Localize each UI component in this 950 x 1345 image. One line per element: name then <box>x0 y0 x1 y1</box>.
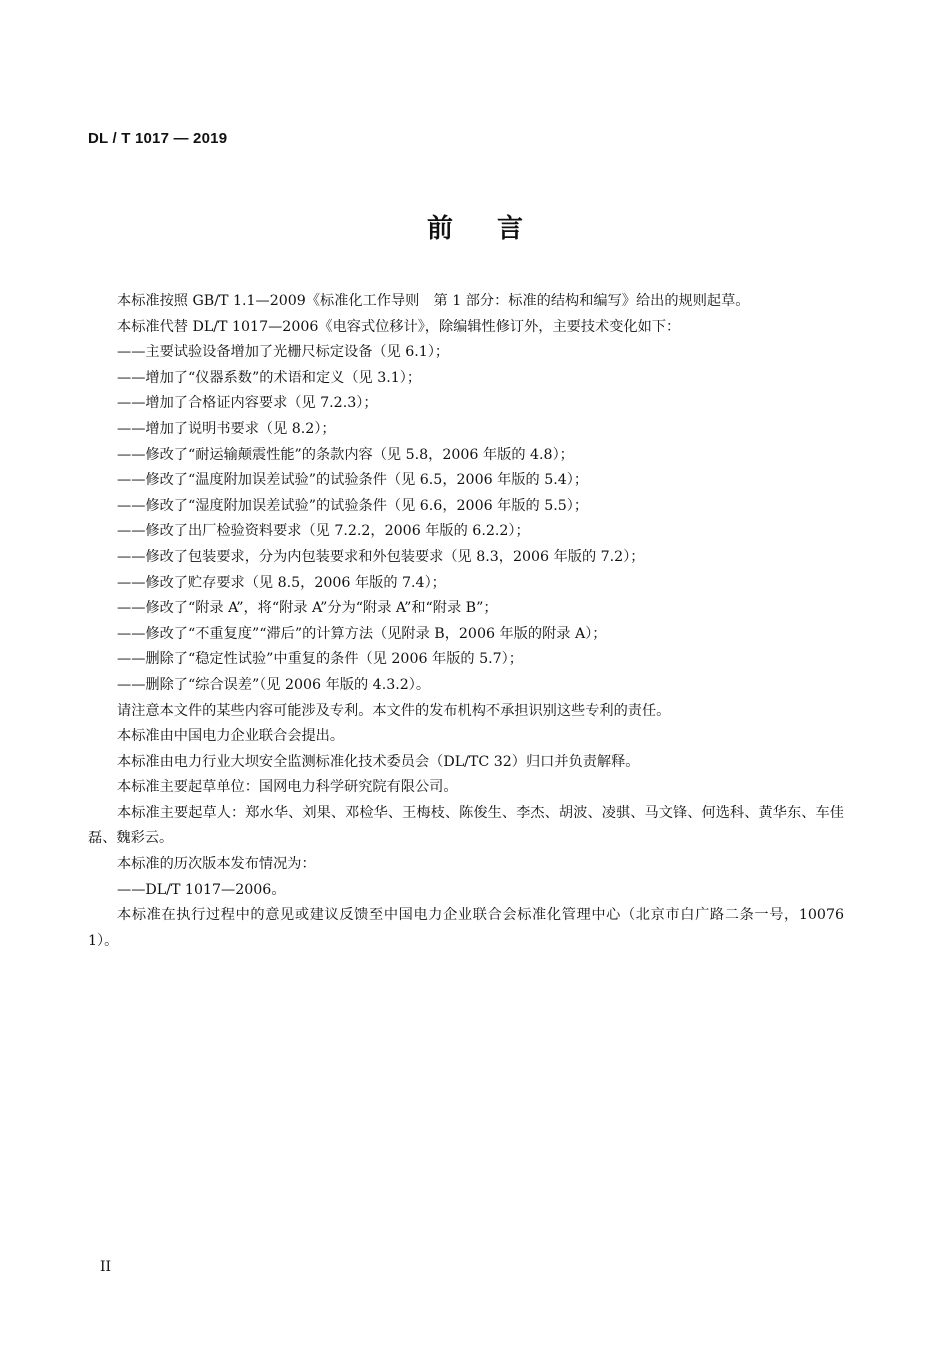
change-item: ——修改了“耐运输颠震性能”的条款内容（见 5.8，2006 年版的 4.8）； <box>117 446 574 463</box>
change-item: ——增加了“仪器系数”的术语和定义（见 3.1）； <box>117 369 422 386</box>
change-item: ——修改了“不重复度”“滞后”的计算方法（见附录 B，2006 年版的附录 A）； <box>117 625 607 642</box>
intro-paragraph-replacement: 本标准代替 DL/T 1017—2006《电容式位移计》，除编辑性修订外，主要技术变化如下： <box>117 318 681 335</box>
feedback-statement: 本标准在执行过程中的意见或建议反馈至中国电力企业联合会标准化管理中心（北京市白广路二条一号，100761）。 <box>88 907 844 949</box>
standard-code: DL / T 1017 — 2019 <box>88 130 228 147</box>
change-item: ——修改了贮存要求（见 8.5，2006 年版的 7.4）； <box>117 574 446 591</box>
drafting-organization: 本标准主要起草单位：国网电力科学研究院有限公司。 <box>117 779 458 796</box>
patent-notice: 请注意本文件的某些内容可能涉及专利。本文件的发布机构不承担识别这些专利的责任。 <box>117 702 671 719</box>
change-item: ——修改了“湿度附加误差试验”的试验条件（见 6.6，2006 年版的 5.5）； <box>117 497 589 514</box>
page-title: 前言 <box>426 214 567 244</box>
change-item: ——删除了“稳定性试验”中重复的条件（见 2006 年版的 5.7）； <box>117 651 523 668</box>
committee-statement: 本标准由电力行业大坝安全监测标准化技术委员会（DL/TC 32）归口并负责解释。 <box>117 753 640 770</box>
change-item: ——修改了“附录 A”，将“附录 A”分为“附录 A”和“附录 B”； <box>117 600 498 617</box>
foreword-body <box>88 289 844 954</box>
change-item: ——修改了出厂检验资料要求（见 7.2.2，2006 年版的 6.2.2）； <box>117 523 530 540</box>
version-history-heading: 本标准的历次版本发布情况为： <box>117 856 316 873</box>
change-item: ——修改了包装要求，分为内包装要求和外包装要求（见 8.3，2006 年版的 7.2）； <box>117 548 645 565</box>
change-item: ——增加了说明书要求（见 8.2）； <box>117 420 336 437</box>
proposer-statement: 本标准由中国电力企业联合会提出。 <box>117 728 345 745</box>
change-item: ——删除了“综合误差”（见 2006 年版的 4.3.2）。 <box>117 676 431 693</box>
version-history-item: ——DL/T 1017—2006。 <box>117 881 286 898</box>
change-item: ——修改了“温度附加误差试验”的试验条件（见 6.5，2006 年版的 5.4）； <box>117 472 589 489</box>
drafters-list: 本标准主要起草人：郑水华、刘果、邓检华、王梅枝、陈俊生、李杰、胡波、凌骐、马文锋、何选科、黄华东、车佳磊、魏彩云。 <box>88 804 844 847</box>
change-item: ——主要试验设备增加了光栅尺标定设备（见 6.1）； <box>117 344 450 361</box>
page-number: II <box>100 1259 112 1275</box>
change-item: ——增加了合格证内容要求（见 7.2.3）； <box>117 395 378 412</box>
intro-paragraph-drafting-rules: 本标准按照 GB/T 1.1—2009《标准化工作导则 第 1 部分：标准的结构和编写》给出的规则起草。 <box>117 293 750 309</box>
